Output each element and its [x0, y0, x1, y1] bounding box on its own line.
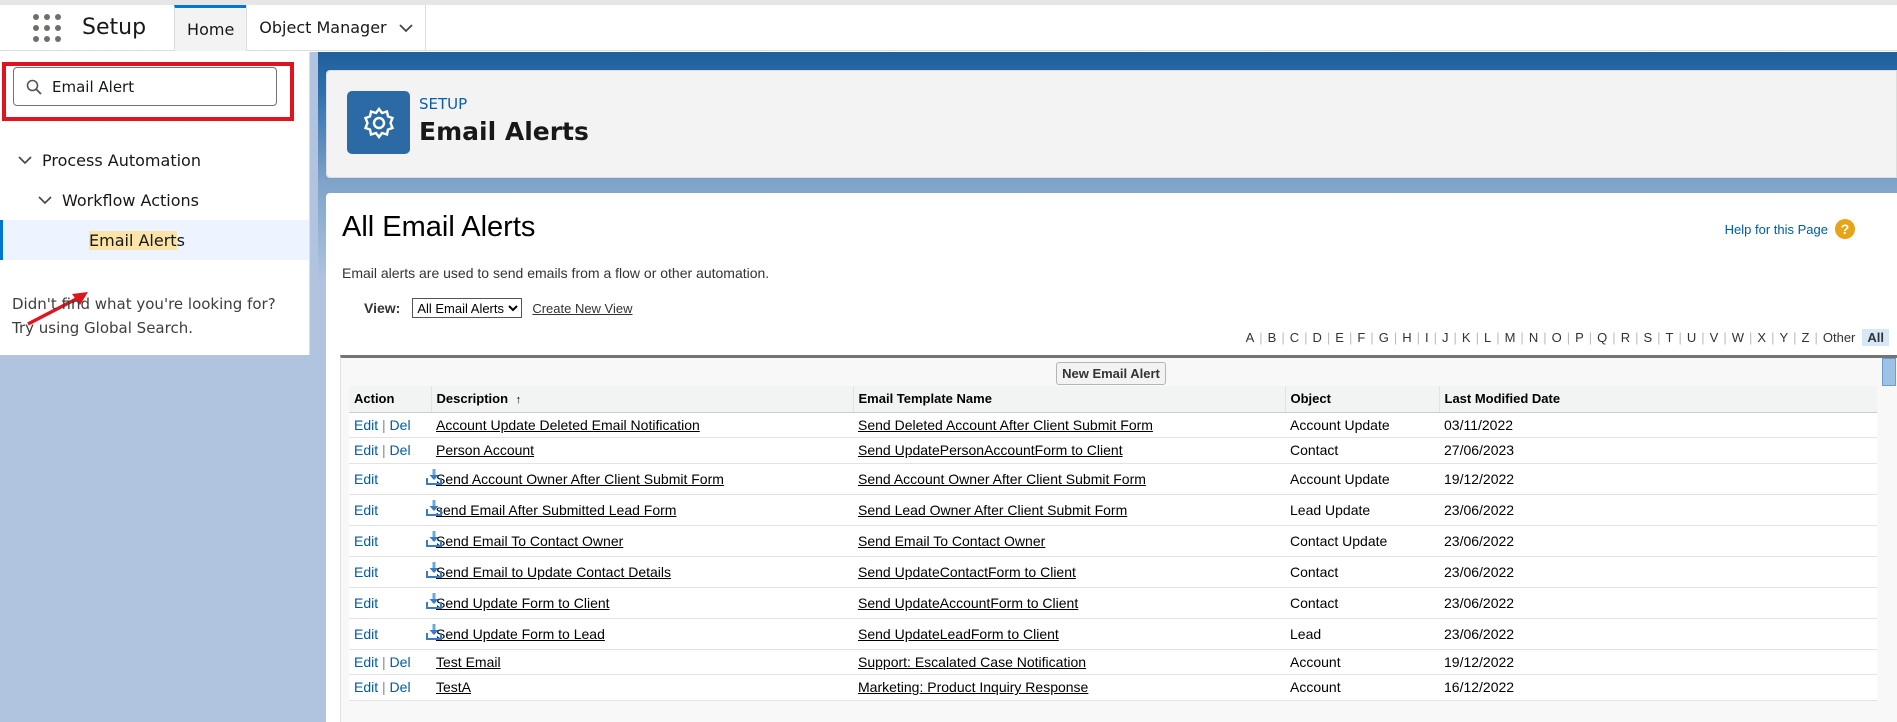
alphabet-separator: | — [1588, 330, 1593, 345]
edit-link[interactable]: Edit — [354, 563, 379, 580]
sort-ascending-icon: ↑ — [515, 394, 522, 407]
tab-home[interactable] — [174, 5, 246, 51]
view-select[interactable] — [412, 298, 522, 318]
template-link[interactable]: Marketing: Product Inquiry Response — [858, 679, 1089, 696]
alphabet-filter-item[interactable]: A — [1245, 330, 1255, 345]
download-icon[interactable] — [425, 592, 443, 613]
object-cell: Lead Update — [1285, 494, 1439, 525]
template-cell — [853, 618, 1285, 649]
action-cell — [349, 494, 431, 525]
alphabet-filter-item[interactable]: G — [1378, 330, 1389, 345]
delete-link[interactable]: Del — [389, 653, 411, 670]
alphabet-filter-item[interactable]: P — [1575, 330, 1584, 345]
alphabet-filter-item[interactable]: J — [1442, 330, 1449, 345]
alphabet-separator: | — [1281, 330, 1285, 345]
alphabet-filter-item[interactable]: H — [1402, 330, 1412, 345]
description-link[interactable]: Account Update Deleted Email Notification — [436, 416, 700, 433]
tree-item-label — [89, 231, 185, 250]
date-cell: 23/06/2022 — [1439, 556, 1877, 587]
content-panel — [326, 193, 1897, 722]
download-icon[interactable] — [425, 499, 443, 520]
alphabet-filter-item[interactable]: O — [1551, 330, 1562, 345]
object-cell: Lead — [1285, 618, 1439, 649]
date-cell: 16/12/2022 — [1439, 675, 1877, 701]
object-cell: Account Update — [1285, 463, 1439, 494]
template-cell — [853, 494, 1285, 525]
alphabet-separator: | — [1370, 330, 1374, 345]
alphabet-filter-item[interactable]: I — [1424, 330, 1429, 345]
email-alerts-table — [349, 386, 1877, 701]
table-row — [349, 675, 1877, 701]
alphabet-separator: | — [1520, 330, 1524, 345]
alphabet-separator: | — [1453, 330, 1457, 345]
column-header-description-label[interactable]: Description — [436, 391, 509, 407]
action-separator: | — [378, 416, 390, 433]
column-header-object[interactable]: Object — [1285, 386, 1439, 412]
alphabet-filter-item[interactable]: C — [1289, 330, 1300, 345]
alphabet-filter-item[interactable]: F — [1357, 330, 1366, 345]
description-link[interactable]: Send Email to Update Contact Details — [436, 563, 672, 580]
edit-link[interactable]: Edit — [354, 416, 379, 433]
date-cell: 03/11/2022 — [1439, 412, 1877, 438]
description-link[interactable]: Send Update Form to Lead — [436, 625, 605, 642]
description-link[interactable]: TestA — [436, 679, 472, 696]
description-cell — [431, 412, 853, 438]
alphabet-filter-item[interactable]: R — [1620, 330, 1631, 345]
action-cell — [349, 525, 431, 556]
delete-link[interactable]: Del — [389, 679, 411, 696]
object-cell: Contact — [1285, 587, 1439, 618]
date-cell: 23/06/2022 — [1439, 587, 1877, 618]
help-link-label[interactable]: Help for this Page — [1724, 221, 1828, 237]
download-icon[interactable] — [425, 623, 443, 644]
app-name: Setup — [82, 15, 147, 40]
table-row — [349, 463, 1877, 494]
description-cell — [431, 525, 853, 556]
column-header-date[interactable]: Last Modified Date — [1439, 386, 1877, 412]
setup-gear-icon — [347, 91, 410, 154]
description-cell — [431, 618, 853, 649]
alphabet-filter-item[interactable]: K — [1461, 330, 1471, 345]
alphabet-separator: | — [1771, 330, 1775, 345]
alphabet-filter-item[interactable]: E — [1335, 330, 1344, 345]
alphabet-filter-item[interactable]: S — [1643, 330, 1653, 345]
template-cell — [853, 556, 1285, 587]
alphabet-separator: | — [1612, 330, 1616, 345]
help-icon[interactable]: ? — [1835, 219, 1855, 239]
download-icon[interactable] — [425, 468, 443, 489]
table-row — [349, 438, 1877, 464]
email-alerts-list — [340, 355, 1897, 722]
delete-link[interactable]: Del — [389, 442, 411, 459]
alphabet-separator: | — [1793, 330, 1797, 345]
action-cell — [349, 556, 431, 587]
description-link[interactable]: Send Account Owner After Client Submit Form — [436, 470, 724, 487]
chevron-down-icon[interactable] — [18, 155, 32, 165]
template-cell — [853, 412, 1285, 438]
download-icon[interactable] — [425, 561, 443, 582]
alphabet-separator: | — [1723, 330, 1727, 345]
action-separator: | — [378, 679, 390, 696]
edit-link[interactable]: Edit — [354, 653, 379, 670]
tree-item-process-automation[interactable] — [0, 140, 309, 180]
scroll-handle[interactable] — [1882, 358, 1896, 386]
action-cell — [349, 649, 431, 675]
template-cell — [853, 587, 1285, 618]
template-link[interactable]: Send Account Owner After Client Submit Form — [858, 470, 1146, 487]
edit-link[interactable]: Edit — [354, 470, 379, 487]
page-description: Email alerts are used to send emails from a flow or other automation. — [342, 265, 770, 281]
view-label: View: — [364, 300, 401, 316]
template-cell — [853, 438, 1285, 464]
column-header-action: Action — [349, 386, 431, 412]
action-cell — [349, 675, 431, 701]
template-link[interactable]: Send UpdateLeadForm to Client — [858, 625, 1059, 642]
alphabet-separator: | — [1566, 330, 1571, 345]
template-link[interactable]: Send Deleted Account After Client Submit Form — [858, 416, 1153, 433]
tab-home-label: Home — [187, 19, 235, 39]
table-header-row — [349, 386, 1877, 412]
search-icon — [26, 79, 42, 95]
column-header-description[interactable] — [431, 386, 853, 412]
alphabet-filter-item[interactable]: L — [1483, 330, 1492, 345]
action-cell — [349, 412, 431, 438]
template-link[interactable]: Send Email To Contact Owner — [858, 532, 1046, 549]
action-separator: | — [378, 653, 390, 670]
alphabet-separator: | — [1326, 330, 1331, 345]
description-cell — [431, 556, 853, 587]
alphabet-separator: | — [1749, 330, 1753, 345]
template-link[interactable]: Support: Escalated Case Notification — [858, 653, 1087, 670]
alphabet-separator: | — [1416, 330, 1420, 345]
global-header — [0, 0, 1897, 51]
table-row — [349, 649, 1877, 675]
template-link[interactable]: Send UpdatePersonAccountForm to Client — [858, 442, 1123, 459]
date-cell: 23/06/2022 — [1439, 618, 1877, 649]
alphabet-separator: | — [1304, 330, 1308, 345]
setup-tree — [0, 140, 309, 260]
alphabet-separator: | — [1657, 330, 1661, 345]
date-cell: 23/06/2022 — [1439, 494, 1877, 525]
alphabet-separator: | — [1348, 330, 1353, 345]
date-cell: 19/12/2022 — [1439, 463, 1877, 494]
date-cell: 19/12/2022 — [1439, 649, 1877, 675]
edit-link[interactable]: Edit — [354, 679, 379, 696]
description-link[interactable]: Test Email — [436, 653, 501, 670]
setup-sidebar — [0, 52, 310, 355]
description-cell — [431, 587, 853, 618]
table-row — [349, 587, 1877, 618]
object-cell: Account — [1285, 649, 1439, 675]
alphabet-filter-item[interactable]: U — [1686, 330, 1697, 345]
chevron-down-icon[interactable] — [399, 23, 413, 33]
template-link[interactable]: Send UpdateContactForm to Client — [858, 563, 1076, 580]
description-cell — [431, 649, 853, 675]
table-row — [349, 525, 1877, 556]
quick-find-input[interactable] — [52, 78, 252, 96]
list-heading: All Email Alerts — [342, 211, 536, 243]
description-link[interactable]: Person Account — [436, 442, 535, 459]
edit-link[interactable]: Edit — [354, 594, 379, 611]
list-button-row — [341, 358, 1881, 386]
alphabet-separator: | — [1393, 330, 1398, 345]
object-cell: Account Update — [1285, 412, 1439, 438]
tree-item-label: Process Automation — [42, 150, 201, 170]
table-row — [349, 556, 1877, 587]
edit-link[interactable]: Edit — [354, 625, 379, 642]
template-link[interactable]: Send Lead Owner After Client Submit Form — [858, 501, 1128, 518]
alphabet-filter-item[interactable]: M — [1504, 330, 1516, 345]
object-cell: Account — [1285, 675, 1439, 701]
description-cell — [431, 494, 853, 525]
edit-link[interactable]: Edit — [354, 501, 379, 518]
template-cell — [853, 525, 1285, 556]
tree-item-email-alerts[interactable] — [0, 220, 309, 260]
edit-link[interactable]: Edit — [354, 442, 379, 459]
template-link[interactable]: Send UpdateAccountForm to Client — [858, 594, 1079, 611]
alphabet-filter-item[interactable]: V — [1709, 330, 1719, 345]
alphabet-separator: | — [1678, 330, 1682, 345]
action-cell — [349, 587, 431, 618]
alphabet-filter-item[interactable]: W — [1731, 330, 1744, 345]
alphabet-filter-item[interactable]: T — [1665, 330, 1674, 345]
column-header-template[interactable]: Email Template Name — [853, 386, 1285, 412]
table-row — [349, 494, 1877, 525]
table-row — [349, 412, 1877, 438]
not-found-message: Didn't find what you're looking for? Try using Global Search. — [12, 295, 276, 337]
alphabet-filter — [1241, 329, 1889, 346]
description-cell — [431, 675, 853, 701]
create-new-view-link[interactable]: Create New View — [532, 300, 633, 316]
date-cell: 23/06/2022 — [1439, 525, 1877, 556]
description-link[interactable]: Send Email To Contact Owner — [436, 532, 624, 549]
alphabet-filter-item[interactable]: Q — [1597, 330, 1608, 345]
page-title: Email Alerts — [419, 117, 589, 146]
chevron-down-icon[interactable] — [38, 195, 52, 205]
alphabet-separator: | — [1475, 330, 1479, 345]
view-selector-row — [364, 298, 633, 318]
alphabet-filter-item[interactable]: N — [1528, 330, 1539, 345]
action-separator: | — [378, 442, 390, 459]
alphabet-separator: | — [1543, 330, 1547, 345]
alphabet-filter-item[interactable]: Other — [1822, 330, 1856, 345]
help-link[interactable] — [1725, 219, 1855, 239]
alphabet-filter-item[interactable]: Y — [1779, 330, 1789, 345]
action-cell — [349, 438, 431, 464]
alphabet-filter-item[interactable]: Z — [1801, 330, 1810, 345]
alphabet-filter-item[interactable]: D — [1312, 330, 1322, 345]
template-cell — [853, 463, 1285, 494]
page-header — [326, 70, 1897, 178]
object-cell: Contact — [1285, 438, 1439, 464]
template-cell — [853, 649, 1285, 675]
alphabet-filter-item[interactable]: B — [1267, 330, 1277, 345]
object-cell: Contact — [1285, 556, 1439, 587]
new-email-alert-button[interactable]: New Email Alert — [1056, 362, 1166, 385]
quick-find-search[interactable] — [13, 67, 277, 106]
alphabet-separator: | — [1814, 330, 1818, 345]
search-match-highlight: Email Alert — [89, 230, 177, 250]
delete-link[interactable]: Del — [389, 416, 411, 433]
date-cell: 27/06/2023 — [1439, 438, 1877, 464]
edit-link[interactable]: Edit — [354, 532, 379, 549]
tree-item-workflow-actions[interactable] — [0, 180, 309, 220]
alphabet-separator: | — [1433, 330, 1437, 345]
alphabet-filter-item[interactable]: X — [1757, 330, 1767, 345]
action-cell — [349, 618, 431, 649]
alphabet-separator: | — [1635, 330, 1639, 345]
alphabet-separator: | — [1496, 330, 1500, 345]
description-link[interactable]: Send Update Form to Client — [436, 594, 610, 611]
tree-item-label-suffix: s — [176, 230, 185, 250]
alphabet-separator: | — [1259, 330, 1263, 345]
description-link[interactable]: send Email After Submitted Lead Form — [436, 501, 677, 518]
description-cell — [431, 438, 853, 464]
action-cell — [349, 463, 431, 494]
tree-item-label: Workflow Actions — [62, 190, 199, 210]
breadcrumb[interactable]: SETUP — [419, 95, 468, 113]
table-row — [349, 618, 1877, 649]
description-cell — [431, 463, 853, 494]
download-icon[interactable] — [425, 530, 443, 551]
template-cell — [853, 675, 1285, 701]
tab-object-manager[interactable] — [246, 5, 425, 51]
alphabet-separator: | — [1701, 330, 1705, 345]
tab-object-manager-label: Object Manager — [259, 18, 387, 37]
alphabet-filter-item[interactable]: All — [1862, 329, 1889, 346]
object-cell: Contact Update — [1285, 525, 1439, 556]
app-launcher-icon[interactable] — [32, 13, 62, 43]
